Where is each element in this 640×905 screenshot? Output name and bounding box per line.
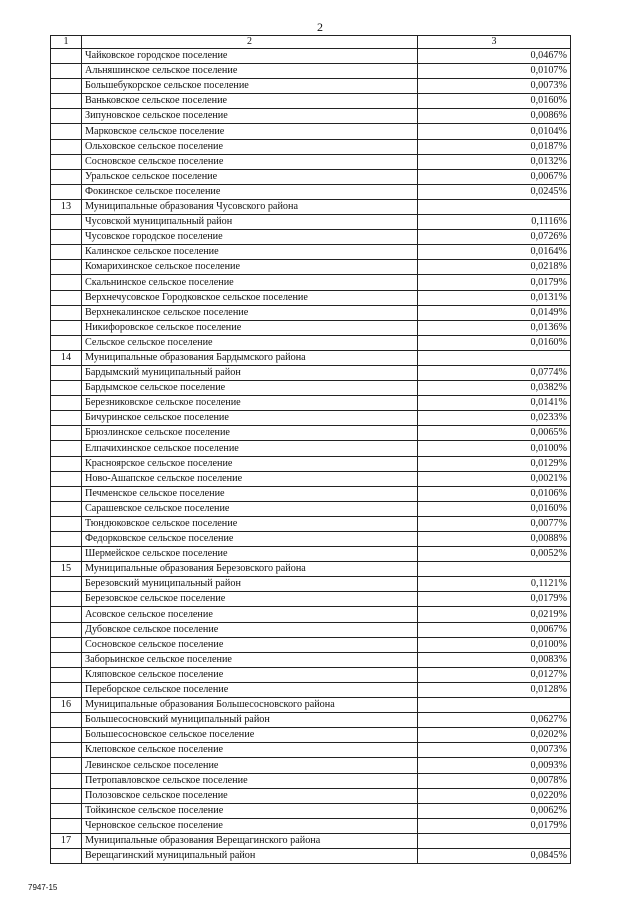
row-number [51,260,82,275]
row-number [51,652,82,667]
row-value [418,350,571,365]
row-number: 16 [51,698,82,713]
row-name: Дубовское сельское поселение [82,622,418,637]
row-value: 0,0093% [418,758,571,773]
table-row [51,773,571,788]
row-name: Тюндюковское сельское поселение [82,516,418,531]
row-name: Печменское сельское поселение [82,486,418,501]
row-number: 15 [51,562,82,577]
row-name: Сосновское сельское поселение [82,154,418,169]
row-number [51,124,82,139]
table-row [51,426,571,441]
row-value: 0,0083% [418,652,571,667]
row-value: 0,0073% [418,743,571,758]
table-row [51,456,571,471]
row-name: Березниковское сельское поселение [82,396,418,411]
table-row [51,592,571,607]
row-value: 0,0202% [418,728,571,743]
row-name: Муниципальные образования Бардымского района [82,350,418,365]
table-row [51,335,571,350]
row-number [51,94,82,109]
table-row [51,818,571,833]
row-number [51,622,82,637]
row-number [51,215,82,230]
table-row [51,139,571,154]
row-number [51,230,82,245]
row-name: Муниципальные образования Верещагинского района [82,833,418,848]
table-row [51,577,571,592]
group-row [51,350,571,365]
row-name: Ваньковское сельское поселение [82,94,418,109]
row-number [51,411,82,426]
row-value: 0,0067% [418,622,571,637]
row-name: Шермейское сельское поселение [82,547,418,562]
row-number [51,184,82,199]
row-name: Бардымский муниципальный район [82,365,418,380]
row-value: 0,0067% [418,169,571,184]
table-row [51,169,571,184]
row-number [51,426,82,441]
row-name: Муниципальные образования Большесосновского района [82,698,418,713]
row-value: 0,0220% [418,788,571,803]
row-name: Верхнекалинское сельское поселение [82,305,418,320]
row-value: 0,0774% [418,365,571,380]
row-value: 0,1116% [418,215,571,230]
row-value: 0,0218% [418,260,571,275]
row-number [51,788,82,803]
table-row [51,547,571,562]
row-value: 0,0149% [418,305,571,320]
row-value: 0,0131% [418,290,571,305]
table-row [51,49,571,64]
row-number [51,848,82,863]
row-name: Переборское сельское поселение [82,682,418,697]
row-number [51,637,82,652]
table-row [51,79,571,94]
header-col-1: 1 [51,36,82,49]
row-value: 0,0100% [418,637,571,652]
row-name: Чусовской муниципальный район [82,215,418,230]
row-value [418,833,571,848]
row-value: 0,0160% [418,335,571,350]
row-name: Зипуновское сельское поселение [82,109,418,124]
row-number [51,456,82,471]
row-name: Черновское сельское поселение [82,818,418,833]
row-value: 0,0073% [418,79,571,94]
row-name: Брюзлинское сельское поселение [82,426,418,441]
row-number [51,803,82,818]
row-number [51,245,82,260]
row-number [51,139,82,154]
row-value: 0,0160% [418,94,571,109]
row-name: Большебукорское сельское поселение [82,79,418,94]
table-row [51,381,571,396]
table-row [51,516,571,531]
group-row [51,833,571,848]
row-name: Калинское сельское поселение [82,245,418,260]
row-value: 0,0088% [418,532,571,547]
row-name: Сарашевское сельское поселение [82,501,418,516]
table-row [51,411,571,426]
table-row [51,109,571,124]
table-row [51,788,571,803]
row-name: Муниципальные образования Чусовского района [82,199,418,214]
table-row [51,94,571,109]
row-number [51,516,82,531]
row-number [51,320,82,335]
table-row [51,365,571,380]
row-number [51,592,82,607]
table-row [51,607,571,622]
table-row [51,637,571,652]
row-value: 0,0160% [418,501,571,516]
row-value: 0,0136% [418,320,571,335]
row-value: 0,0219% [418,607,571,622]
row-name: Муниципальные образования Березовского района [82,562,418,577]
row-value: 0,0104% [418,124,571,139]
row-name: Клеповское сельское поселение [82,743,418,758]
row-number: 13 [51,199,82,214]
group-row [51,199,571,214]
row-value: 0,0077% [418,516,571,531]
table-row [51,758,571,773]
row-number [51,486,82,501]
row-value: 0,0164% [418,245,571,260]
table-row [51,245,571,260]
row-number [51,501,82,516]
row-name: Чусовское городское поселение [82,230,418,245]
row-number [51,577,82,592]
row-name: Уральское сельское поселение [82,169,418,184]
row-name: Ново-Ашапское сельское поселение [82,471,418,486]
row-value: 0,0086% [418,109,571,124]
row-name: Никифоровское сельское поселение [82,320,418,335]
row-name: Бичуринское сельское поселение [82,411,418,426]
row-number [51,109,82,124]
table-row [51,486,571,501]
table-row [51,396,571,411]
row-value: 0,0021% [418,471,571,486]
row-number [51,396,82,411]
row-name: Сосновское сельское поселение [82,637,418,652]
row-name: Альняшинское сельское поселение [82,64,418,79]
table-row [51,682,571,697]
header-col-3: 3 [418,36,571,49]
row-number [51,532,82,547]
row-number [51,335,82,350]
row-value: 0,1121% [418,577,571,592]
row-value: 0,0467% [418,49,571,64]
row-number [51,818,82,833]
row-value: 0,0845% [418,848,571,863]
row-number [51,79,82,94]
row-number [51,169,82,184]
row-value: 0,0062% [418,803,571,818]
row-number [51,682,82,697]
row-name: Федорковское сельское поселение [82,532,418,547]
table-row [51,305,571,320]
row-number [51,154,82,169]
row-number [51,441,82,456]
row-number [51,743,82,758]
document-code: 7947-15 [28,883,58,892]
row-value: 0,0078% [418,773,571,788]
row-number [51,773,82,788]
row-name: Красноярское сельское поселение [82,456,418,471]
table-row [51,441,571,456]
row-value: 0,0179% [418,818,571,833]
table-row [51,260,571,275]
table-row [51,124,571,139]
table-row [51,471,571,486]
row-name: Бардымское сельское поселение [82,381,418,396]
row-value: 0,0129% [418,456,571,471]
row-name: Большесосновское сельское поселение [82,728,418,743]
row-name: Ольховское сельское поселение [82,139,418,154]
row-name: Асовское сельское поселение [82,607,418,622]
table-row [51,713,571,728]
row-value [418,562,571,577]
row-name: Фокинское сельское поселение [82,184,418,199]
row-value: 0,0382% [418,381,571,396]
row-value: 0,0726% [418,230,571,245]
table-header-row [51,36,571,49]
row-value: 0,0179% [418,592,571,607]
group-row [51,698,571,713]
row-name: Комарихинское сельское поселение [82,260,418,275]
row-value: 0,0065% [418,426,571,441]
table-row [51,667,571,682]
row-name: Марковское сельское поселение [82,124,418,139]
row-value: 0,0141% [418,396,571,411]
row-value: 0,0106% [418,486,571,501]
page-number: 2 [317,20,323,34]
row-number [51,667,82,682]
row-name: Кляповское сельское поселение [82,667,418,682]
row-name: Верхнечусовское Городковское сельское поселение [82,290,418,305]
row-value [418,698,571,713]
table-row [51,728,571,743]
table-row [51,501,571,516]
table-row [51,622,571,637]
row-value: 0,0187% [418,139,571,154]
row-name: Большесосновский муниципальный район [82,713,418,728]
header-col-2: 2 [82,36,418,49]
table-row [51,652,571,667]
row-name: Тойкинское сельское поселение [82,803,418,818]
row-name: Березовское сельское поселение [82,592,418,607]
row-number [51,728,82,743]
row-value: 0,0179% [418,275,571,290]
table-row [51,848,571,863]
row-number: 14 [51,350,82,365]
table-row [51,64,571,79]
row-number [51,275,82,290]
row-name: Сельское сельское поселение [82,335,418,350]
row-value: 0,0128% [418,682,571,697]
row-number [51,49,82,64]
row-value: 0,0127% [418,667,571,682]
row-number: 17 [51,833,82,848]
row-value [418,199,571,214]
row-number [51,305,82,320]
row-name: Заборьинское сельское поселение [82,652,418,667]
table-row [51,743,571,758]
table-row [51,230,571,245]
row-name: Левинское сельское поселение [82,758,418,773]
row-value: 0,0132% [418,154,571,169]
row-number [51,381,82,396]
row-name: Березовский муниципальный район [82,577,418,592]
table-row [51,532,571,547]
group-row [51,562,571,577]
table-row [51,803,571,818]
table-row [51,320,571,335]
allocation-table [50,35,571,864]
row-number [51,365,82,380]
row-name: Скальнинское сельское поселение [82,275,418,290]
table-row [51,275,571,290]
row-value: 0,0052% [418,547,571,562]
row-value: 0,0100% [418,441,571,456]
row-value: 0,0233% [418,411,571,426]
row-number [51,290,82,305]
table-row [51,154,571,169]
row-number [51,547,82,562]
row-number [51,607,82,622]
row-number [51,713,82,728]
row-number [51,471,82,486]
row-name: Елпачихинское сельское поселение [82,441,418,456]
row-number [51,758,82,773]
row-value: 0,0107% [418,64,571,79]
table-row [51,184,571,199]
row-name: Полозовское сельское поселение [82,788,418,803]
table-row [51,215,571,230]
row-value: 0,0245% [418,184,571,199]
row-name: Чайковское городское поселение [82,49,418,64]
row-value: 0,0627% [418,713,571,728]
row-name: Верещагинский муниципальный район [82,848,418,863]
table-row [51,290,571,305]
row-number [51,64,82,79]
row-name: Петропавловское сельское поселение [82,773,418,788]
